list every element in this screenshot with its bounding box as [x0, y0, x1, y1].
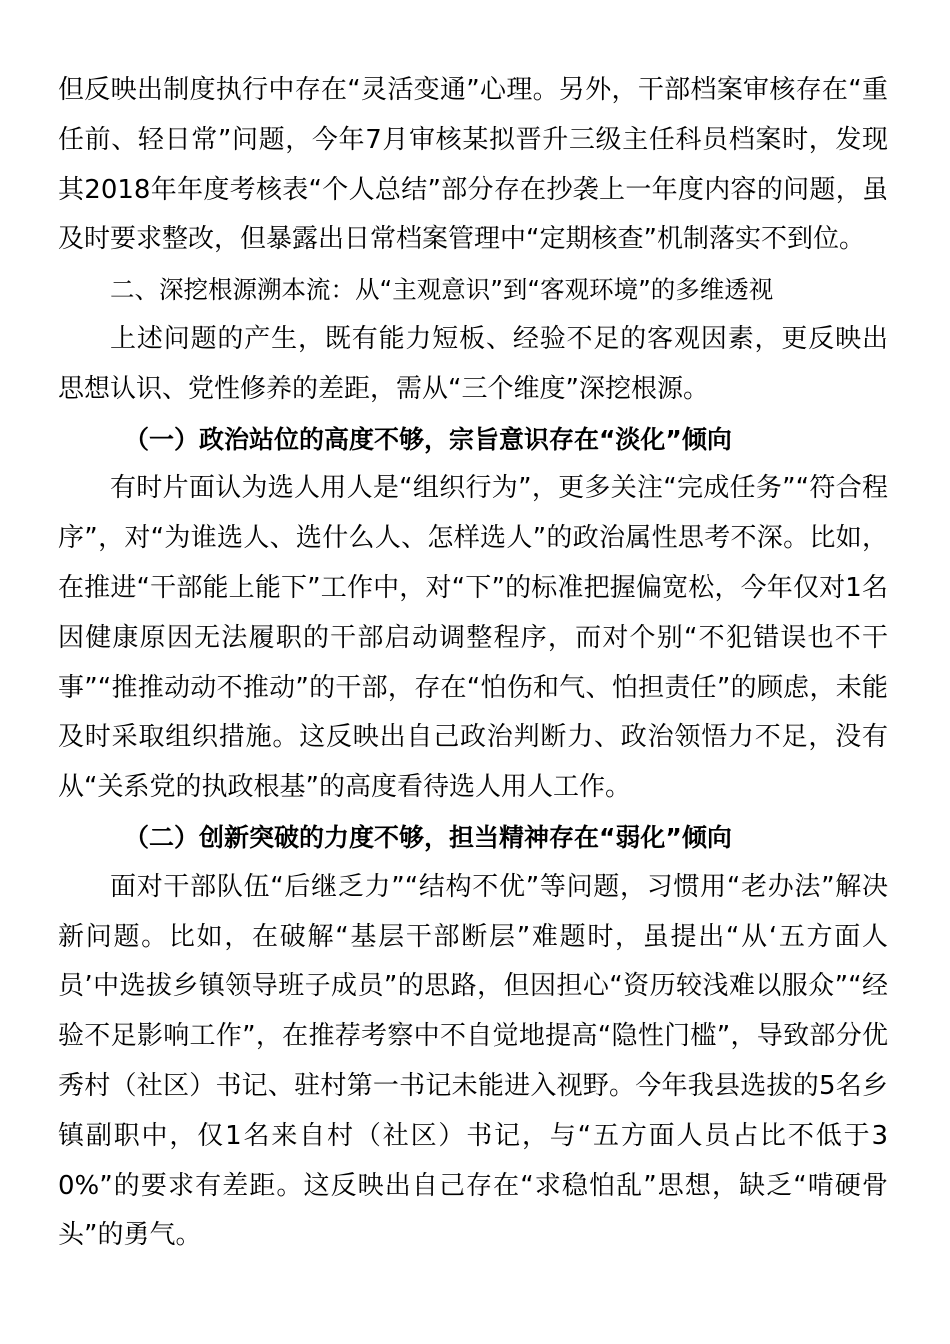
- section-2-heading: 二、深挖根源溯本流：从“主观意识”到“客观环境”的多维透视: [110, 275, 774, 305]
- subsection-2-heading: （二）创新突破的力度不够，担当精神存在“弱化”倾向: [124, 822, 732, 852]
- document-page: [58, 66, 888, 1261]
- subsection-1-heading: （一）政治站位的高度不够，宗旨意识存在“淡化”倾向: [124, 424, 732, 454]
- continuation-paragraph: 但反映出制度执行中存在“灵活变通”心理。另外，干部档案审核存在“重任前、轻日常”问题，今年7月审核某拟晋升三级主任科员档案时，发现其2018年年度考核表“个人总结”部分存在抄袭上一年度内容的问题，虽及时要求整改，但暴露出日常档案管理中“定期核查”机制落实不到位。: [58, 75, 888, 255]
- section-2-intro-paragraph: 上述问题的产生，既有能力短板、经验不足的客观因素，更反映出思想认识、党性修养的差距，需从“三个维度”深挖根源。: [58, 323, 888, 404]
- subsection-1-body: 有时片面认为选人用人是“组织行为”，更多关注“完成任务”“符合程序”，对“为谁选人、选什么人、怎样选人”的政治属性思考不深。比如，在推进“干部能上能下”工作中，对“下”的标准把握偏宽松，今年仅对1名因健康原因无法履职的干部启动调整程序，而对个别“不犯错误也不干事”“推推动动不推动”的干部，存在“怕伤和气、怕担责任”的顾虑，未能及时采取组织措施。这反映出自己政治判断力、政治领悟力不足，没有从“关系党的执政根基”的高度看待选人用人工作。: [58, 473, 888, 803]
- subsection-2-body: 面对干部队伍“后继乏力”“结构不优”等问题，习惯用“老办法”解决新问题。比如，在破解“基层干部断层”难题时，虽提出“从‘五方面人员’中选拔乡镇领导班子成员”的思路，但因担心“资历较浅难以服众”“经验不足影响工作”，在推荐考察中不自觉地提高“隐性门槛”，导致部分优秀村（社区）书记、驻村第一书记未能进入视野。今年我县选拔的5名乡镇副职中，仅1名来自村（社区）书记，与“五方面人员占比不低于30%”的要求有差距。这反映出自己存在“求稳怕乱”思想，缺乏“啃硬骨头”的勇气。: [58, 871, 888, 1251]
